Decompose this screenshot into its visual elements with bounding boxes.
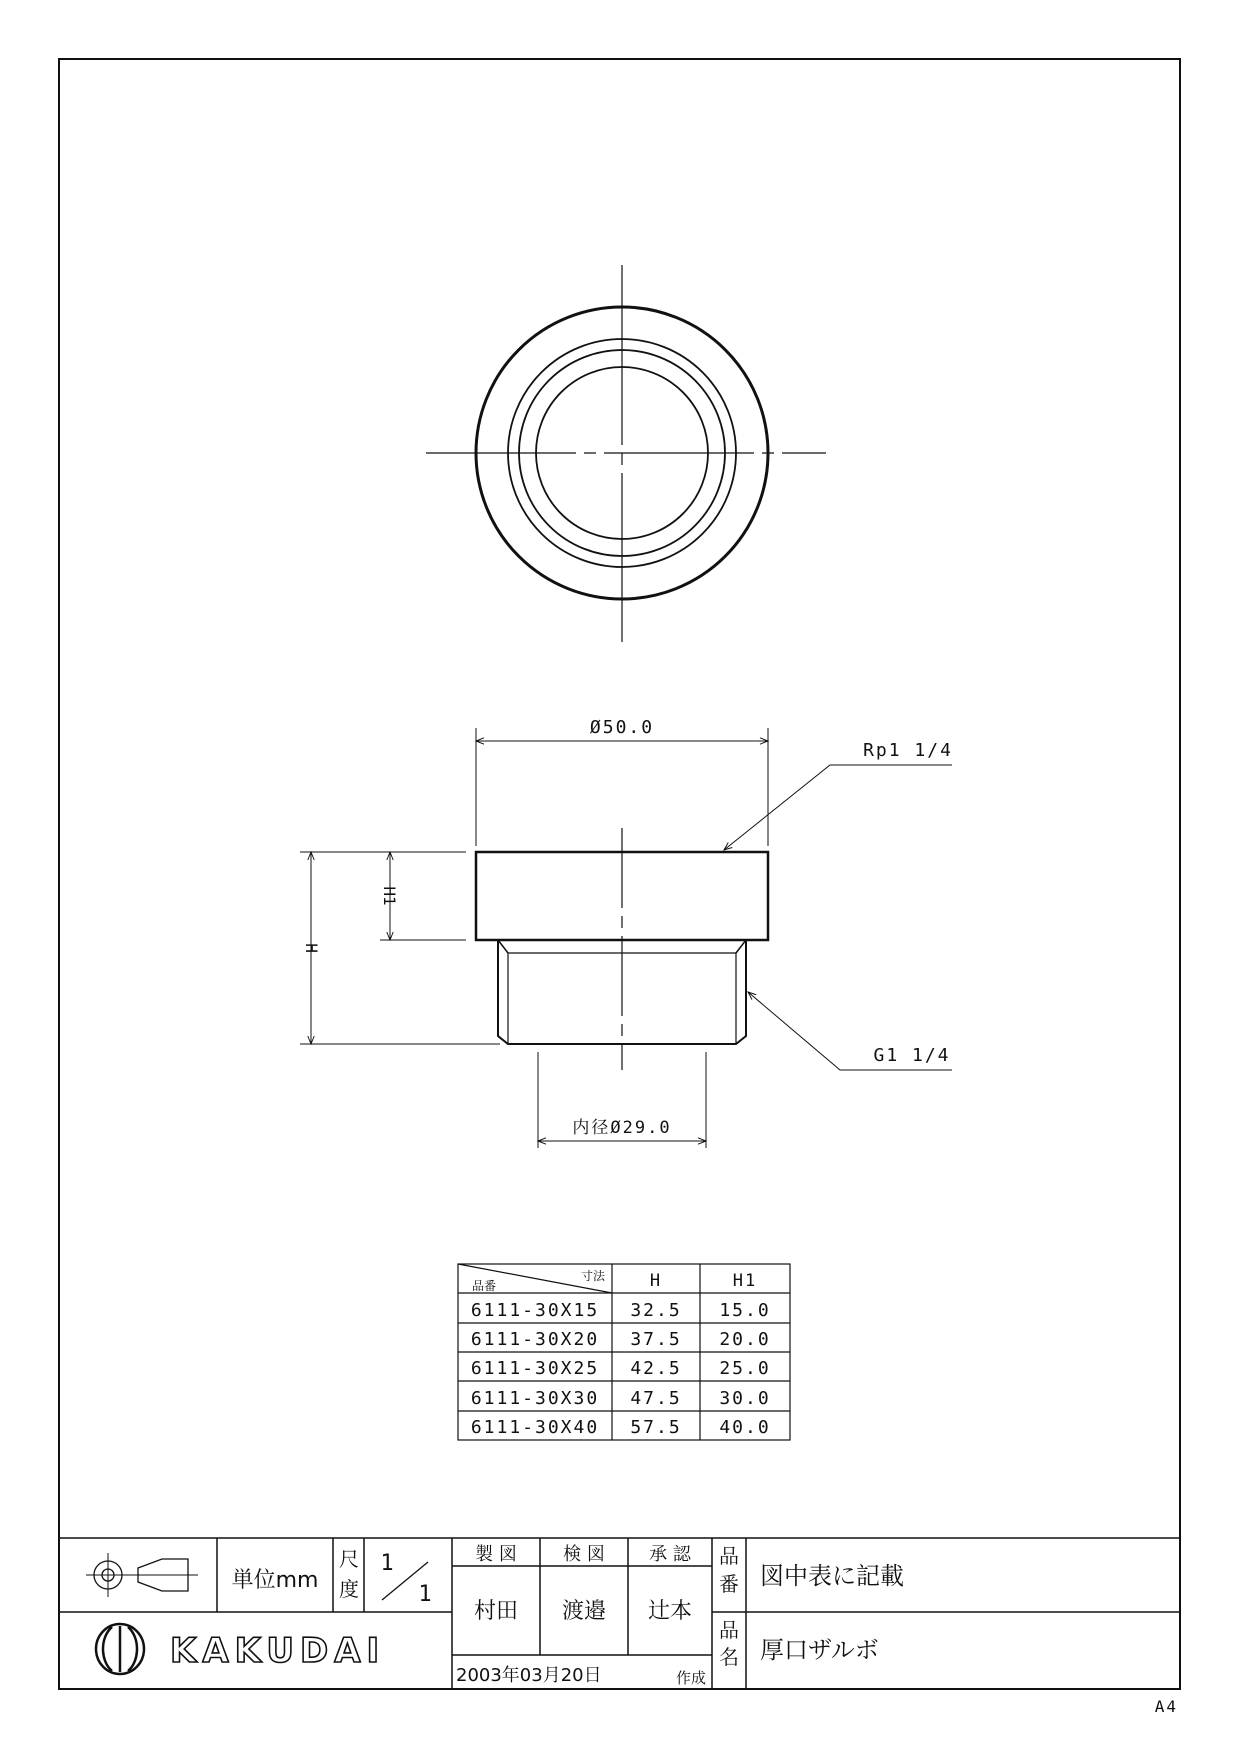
table-row-h: 32.5 <box>630 1300 682 1321</box>
table-row-h1: 30.0 <box>719 1388 771 1409</box>
dim-label-h: H <box>302 943 321 953</box>
table-row-code: 6111-30X30 <box>470 1388 600 1409</box>
table-header-h1: H1 <box>732 1271 758 1291</box>
table-row-code: 6111-30X25 <box>470 1358 600 1379</box>
approved-label: 承 認 <box>649 1544 691 1565</box>
dim-label-thread-bottom: G1 1/4 <box>873 1045 951 1066</box>
table-row-h1: 15.0 <box>719 1300 771 1321</box>
table-row-code: 6111-30X15 <box>470 1300 600 1321</box>
table-row-code: 6111-30X20 <box>470 1329 600 1350</box>
part-name-value: 厚口ザルボ <box>760 1636 879 1664</box>
created-label: 作成 <box>675 1669 706 1687</box>
creation-date: 2003年03月20日 <box>456 1665 602 1686</box>
kakudai-logo-mark-left <box>103 1627 112 1671</box>
part-name-label-2: 名 <box>719 1645 739 1669</box>
sheet-border <box>59 59 1180 1689</box>
kakudai-logo-mark-right <box>128 1627 137 1671</box>
company-name: KAKUDAI <box>170 1631 386 1671</box>
checked-by: 渡邉 <box>561 1599 607 1624</box>
side-view <box>300 728 952 1148</box>
table-row-h: 37.5 <box>630 1329 682 1350</box>
table-row-h: 57.5 <box>630 1417 682 1438</box>
table-row-h1: 25.0 <box>719 1358 771 1379</box>
part-number-label-2: 番 <box>719 1572 739 1596</box>
part-number-value: 図中表に記載 <box>760 1562 904 1590</box>
checked-label: 検 図 <box>563 1544 605 1565</box>
table-header-product: 品番 <box>472 1279 497 1293</box>
dim-label-h1: H1 <box>380 886 399 906</box>
table-row-h: 47.5 <box>630 1388 682 1409</box>
drawn-by: 村田 <box>473 1599 519 1624</box>
spigot-chamfer-right <box>736 940 746 953</box>
table-header-dimension: 寸法 <box>580 1269 605 1283</box>
scale-label-2: 度 <box>339 1577 359 1601</box>
scale-numerator: 1 <box>380 1551 394 1576</box>
paper-size: A4 <box>1154 1697 1178 1716</box>
dim-label-diameter: Ø50.0 <box>589 717 655 738</box>
leader-thread-top <box>724 765 952 850</box>
spigot-chamfer-left <box>498 940 508 953</box>
table-row-code: 6111-30X40 <box>470 1417 600 1438</box>
unit-label: 単位mm <box>231 1568 319 1593</box>
dim-label-inner-diameter: 内径Ø29.0 <box>572 1118 672 1138</box>
approved-by: 辻本 <box>647 1599 693 1624</box>
part-number-label-1: 品 <box>719 1544 739 1568</box>
dim-label-thread-top: Rp1 1/4 <box>863 740 953 761</box>
table-row-h: 42.5 <box>630 1358 682 1379</box>
table-header-h: H <box>649 1271 663 1291</box>
scale-denominator: 1 <box>418 1582 432 1607</box>
drawn-label: 製 図 <box>475 1544 517 1565</box>
top-view <box>426 265 826 642</box>
part-name-label-1: 品 <box>719 1618 739 1642</box>
table-row-h1: 20.0 <box>719 1329 771 1350</box>
table-row-h1: 40.0 <box>719 1417 771 1438</box>
scale-label-1: 尺 <box>339 1547 359 1571</box>
